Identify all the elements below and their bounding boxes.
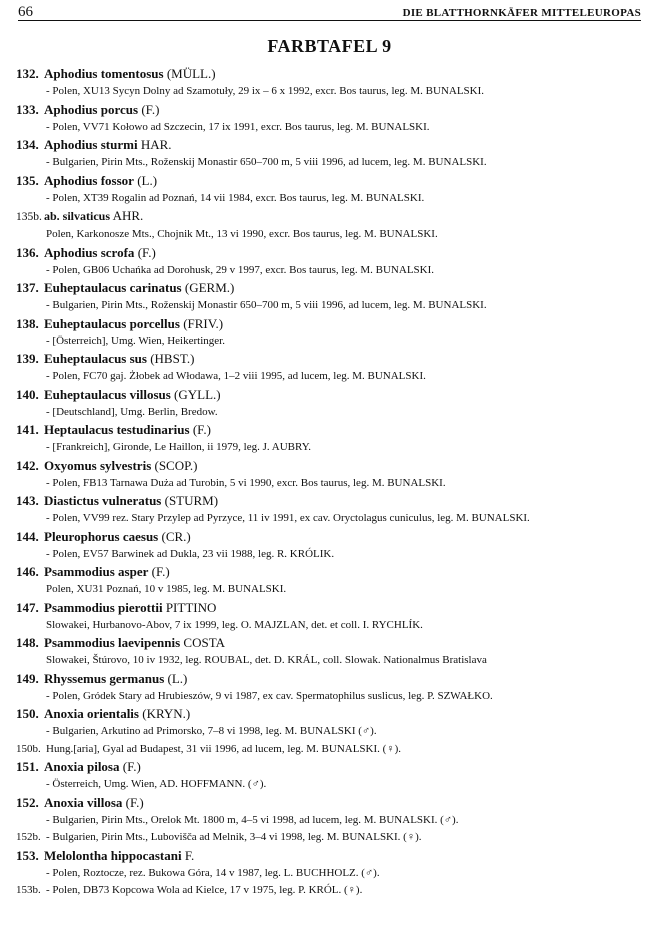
entry-detail: - Polen, EV57 Barwinek ad Dukla, 23 vii 1988, leg. R. KRÓLIK. (46, 547, 335, 560)
species-entry (16, 563, 645, 599)
entry-detail-line (16, 882, 645, 900)
species-entry (16, 350, 645, 386)
entry-number: 135. (16, 172, 39, 188)
species-entry (16, 847, 645, 883)
entry-detail: - Bulgarien, Pirin Mts., Roženskij Monastir 650–700 m, 5 viii 1996, ad lucem, leg. M. BUNALSKI. (46, 299, 487, 311)
entry-heading (16, 279, 645, 297)
entry-number: 153b. (16, 884, 41, 896)
species-author: (STURM) (164, 493, 219, 508)
entry-detail: - Polen, GB06 Uchańka ad Dorohusk, 29 v 1997, excr. Bos taurus, leg. M. BUNALSKI. (46, 263, 435, 276)
entry-detail: - Bulgarien, Arkutino ad Primorsko, 7–8 vi 1998, leg. M. BUNALSKI (♂). (46, 725, 377, 737)
species-author: (F.) (137, 244, 156, 260)
species-entry (16, 457, 645, 493)
species-entry (16, 172, 645, 208)
entry-heading (16, 847, 645, 865)
species-author: (L.) (167, 670, 188, 686)
entry-heading (16, 457, 645, 475)
entry-detail-line (16, 829, 645, 847)
species-name: Aphodius fossor (44, 172, 134, 188)
species-entry (16, 599, 645, 635)
species-name: Melolontha hippocastani (44, 847, 182, 863)
species-author: COSTA (183, 635, 225, 650)
species-author: (CR.) (161, 528, 191, 544)
species-author: (F.) (151, 564, 170, 579)
species-entry (16, 794, 645, 830)
species-entry (16, 882, 645, 900)
entry-detail: Slowakei, Hurbanovo-Abov, 7 ix 1999, leg. O. MAJZLAN, det. et coll. I. RYCHLÍK. (46, 618, 423, 631)
species-name: Euheptaulacus carinatus (44, 280, 182, 295)
entry-heading (16, 172, 645, 190)
entry-number: 150b. (16, 742, 41, 755)
entry-heading (16, 65, 645, 83)
species-name: Aphodius sturmi (44, 137, 138, 152)
entry-detail: - Österreich, Umg. Wien, AD. HOFFMANN. (♂). (46, 778, 267, 790)
running-header (18, 4, 641, 26)
plate-title: FARBTAFEL 9 (267, 36, 392, 56)
entry-number: 134. (16, 137, 39, 152)
entry-detail: Polen, XU31 Poznań, 10 v 1985, leg. M. BUNALSKI. (46, 583, 287, 595)
species-author: (F.) (192, 422, 211, 437)
species-name: Psammodius laevipennis (44, 635, 181, 650)
species-name: Rhyssemus germanus (44, 670, 165, 686)
species-name: Euheptaulacus sus (44, 351, 147, 366)
entry-number: 136. (16, 244, 39, 260)
entry-heading (16, 207, 645, 226)
species-entry (16, 101, 645, 137)
entry-number: 143. (16, 493, 39, 508)
entry-number: 148. (16, 635, 39, 650)
entry-heading (16, 492, 645, 510)
species-author: (MÜLL.) (166, 66, 216, 81)
species-entry (16, 279, 645, 315)
species-entry (16, 758, 645, 794)
species-entry (16, 65, 645, 101)
entry-number: 142. (16, 457, 39, 473)
species-author: F. (184, 847, 195, 863)
species-name: Pleurophorus caesus (44, 528, 159, 544)
species-name: Aphodius porcus (44, 101, 139, 117)
species-author: (HBST.) (150, 351, 195, 366)
species-entry (16, 421, 645, 457)
entry-number: 150. (16, 706, 39, 721)
species-name: Aphodius tomentosus (44, 66, 164, 81)
entry-number: 133. (16, 101, 39, 117)
species-name: Anoxia pilosa (44, 759, 120, 774)
species-name: Psammodius asper (44, 564, 149, 579)
species-author: HAR. (140, 137, 172, 152)
species-entry (16, 136, 645, 172)
entry-heading (16, 758, 645, 776)
species-author: (F.) (122, 759, 141, 774)
entry-number: 149. (16, 670, 39, 686)
entry-detail: - [Österreich], Umg. Wien, Heikertinger. (46, 334, 225, 347)
species-name: ab. silvaticus (44, 209, 111, 223)
species-author: (L.) (137, 172, 158, 188)
entry-heading (16, 315, 645, 333)
entry-heading (16, 563, 645, 581)
entry-detail: - Polen, VV71 Kołowo ad Szczecin, 17 ix 1991, excr. Bos taurus, leg. M. BUNALSKI. (46, 120, 430, 133)
entry-heading (16, 599, 645, 617)
entry-number: 153. (16, 847, 39, 863)
entry-detail: - Polen, XT39 Rogalin ad Poznań, 14 vii 1984, excr. Bos taurus, leg. M. BUNALSKI. (46, 191, 425, 204)
entry-detail: - Bulgarien, Pirin Mts., Lubovišča ad Melnik, 3–4 vi 1998, leg. M. BUNALSKI. (♀). (46, 831, 422, 843)
entry-number: 132. (16, 66, 39, 81)
entry-detail: Slowakei, Štúrovo, 10 iv 1932, leg. ROUBAL, det. D. KRÁL, coll. Slowak. Nationalmus Bratislava (46, 654, 487, 666)
species-entry (16, 741, 645, 759)
entry-heading (16, 136, 645, 154)
entry-heading (16, 634, 645, 652)
species-name: Heptaulacus testudinarius (44, 422, 190, 437)
entry-number: 152b. (16, 831, 41, 843)
entry-detail: - Polen, Gródek Stary ad Hrubieszów, 9 vi 1987, ex cav. Spermatophilus suslicus, leg. P. SZWAŁKO. (46, 689, 493, 702)
species-name: Diastictus vulneratus (44, 493, 162, 508)
species-entry (16, 492, 645, 528)
entry-detail: - Polen, VV99 rez. Stary Przylep ad Pyrzyce, 11 iv 1991, ex cav. Oryctolagus cuniculus, leg. M. BUNALSKI. (46, 512, 530, 524)
entry-number: 144. (16, 528, 39, 544)
species-list (16, 65, 645, 900)
entry-number: 140. (16, 386, 39, 402)
entry-detail: - Polen, XU13 Sycyn Dolny ad Szamotuły, 29 ix – 6 x 1992, excr. Bos taurus, leg. M. BUNALSKI. (46, 85, 485, 97)
species-author: (F.) (141, 101, 160, 117)
entry-detail: - Polen, DB73 Kopcowa Wola ad Kielce, 17 v 1975, leg. P. KRÓL. (♀). (46, 884, 363, 896)
entry-number: 152. (16, 794, 39, 810)
entry-number: 138. (16, 315, 39, 331)
species-entry (16, 829, 645, 847)
species-author: (GERM.) (184, 280, 235, 295)
entry-detail: Hung.[aria], Gyal ad Budapest, 31 vii 1996, ad lucem, leg. M. BUNALSKI. (♀). (46, 742, 401, 755)
entry-number: 151. (16, 759, 39, 774)
entry-heading (16, 386, 645, 404)
entry-detail: - Polen, Roztocze, rez. Bukowa Góra, 14 v 1987, leg. L. BUCHHOLZ. (♂). (46, 866, 380, 879)
species-name: Aphodius scrofa (44, 244, 135, 260)
header-rule (18, 20, 641, 21)
entry-number: 135b. (16, 211, 42, 223)
entry-detail-line (16, 741, 645, 759)
entry-heading (16, 350, 645, 368)
page-number: 66 (18, 4, 33, 20)
species-entry (16, 705, 645, 741)
species-author: (GYLL.) (174, 386, 221, 402)
entry-heading (16, 244, 645, 262)
species-author: (FRIV.) (183, 315, 224, 331)
species-entry (16, 207, 645, 244)
species-entry (16, 670, 645, 706)
species-entry (16, 244, 645, 280)
species-author: (KRYN.) (142, 706, 191, 721)
entry-detail: - [Deutschland], Umg. Berlin, Bredow. (46, 405, 218, 418)
species-author: (SCOP.) (154, 457, 198, 473)
entry-detail: - Bulgarien, Pirin Mts., Orelok Mt. 1800 m, 4–5 vi 1998, ad lucem, leg. M. BUNALSKI. (♂). (46, 813, 459, 826)
entry-number: 146. (16, 564, 39, 579)
species-name: Oxyomus sylvestris (44, 457, 152, 473)
species-name: Anoxia orientalis (44, 706, 139, 721)
entry-number: 139. (16, 351, 39, 366)
entry-heading (16, 670, 645, 688)
running-title: DIE BLATTHORNKÄFER MITTELEUROPAS (402, 7, 641, 19)
species-entry (16, 315, 645, 351)
entry-detail: - [Frankreich], Gironde, Le Haillon, ii 1979, leg. J. AUBRY. (46, 441, 311, 453)
entry-heading (16, 421, 645, 439)
species-name: Psammodius pierottii (44, 599, 163, 615)
entry-heading (16, 101, 645, 119)
species-name: Euheptaulacus porcellus (44, 315, 180, 331)
species-entry (16, 528, 645, 564)
entry-heading (16, 794, 645, 812)
entry-number: 137. (16, 280, 39, 295)
entry-detail: - Polen, FC70 gaj. Żłobek ad Włodawa, 1–2 viii 1995, ad lucem, leg. M. BUNALSKI. (46, 370, 426, 382)
entry-number: 141. (16, 422, 39, 437)
entry-detail: - Bulgarien, Pirin Mts., Roženskij Monastir 650–700 m, 5 viii 1996, ad lucem, leg. M. BUNALSKI. (46, 156, 487, 168)
entry-heading (16, 705, 645, 723)
entry-number: 147. (16, 599, 39, 615)
species-author: PITTINO (165, 599, 217, 615)
species-author: AHR. (112, 208, 144, 223)
species-entry (16, 634, 645, 670)
entry-detail: - Polen, FB13 Tarnawa Duża ad Turobin, 5 vi 1990, excr. Bos taurus, leg. M. BUNALSKI. (46, 476, 446, 489)
species-name: Euheptaulacus villosus (44, 386, 171, 402)
entry-heading (16, 528, 645, 546)
species-entry (16, 386, 645, 422)
species-name: Anoxia villosa (44, 794, 123, 810)
entry-detail: Polen, Karkonosze Mts., Chojnik Mt., 13 vi 1990, excr. Bos taurus, leg. M. BUNALSKI. (46, 228, 438, 240)
species-author: (F.) (125, 794, 144, 810)
